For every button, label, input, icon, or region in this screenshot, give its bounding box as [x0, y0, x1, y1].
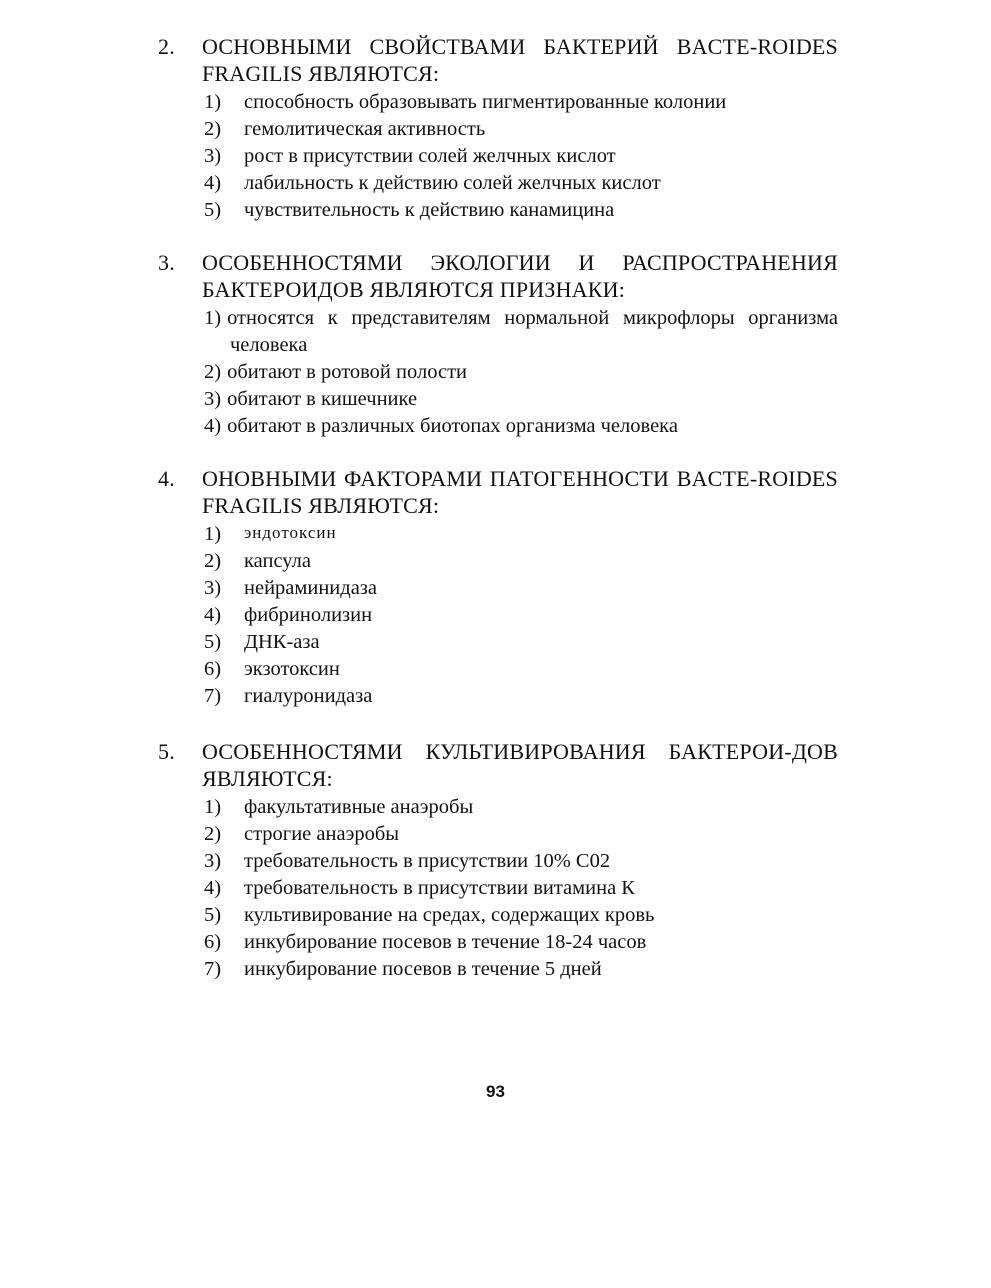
answer-text: инкубирование посевов в течение 18-24 часов — [244, 931, 647, 953]
answer-option — [158, 548, 838, 575]
answer-number: 7) — [204, 685, 222, 707]
answer-number: 2) — [204, 118, 222, 140]
answer-text: строгие анаэробы — [244, 823, 400, 845]
answer-text: рост в присутствии солей желчных кислот — [244, 145, 616, 167]
question-number: 2. — [158, 34, 175, 59]
answer-option — [158, 359, 838, 386]
answer-number: 1) — [204, 796, 222, 818]
question-4 — [158, 465, 838, 710]
answer-option — [158, 89, 838, 116]
answer-option — [158, 116, 838, 143]
answer-option — [158, 929, 838, 956]
answer-option — [158, 197, 838, 224]
question-number: 3. — [158, 250, 175, 275]
question-text: ОСНОВНЫМИ СВОЙСТВАМИ БАКТЕРИЙ BACTE-ROIDES FRAGILIS ЯВЛЯЮТСЯ: — [202, 34, 838, 86]
answer-text: лабильность к действию солей желчных кислот — [244, 172, 661, 194]
answer-option — [158, 902, 838, 929]
answer-number: 4) — [204, 415, 222, 437]
answer-list — [158, 521, 838, 710]
question-header — [158, 249, 838, 303]
answer-number: 3) — [204, 577, 222, 599]
answer-number: 7) — [204, 958, 222, 980]
answer-option — [158, 956, 838, 983]
question-text: ОСОБЕННОСТЯМИ КУЛЬТИВИРОВАНИЯ БАКТЕРОИ-ДОВ ЯВЛЯЮТСЯ: — [202, 739, 838, 791]
answer-text: факультативные анаэробы — [244, 796, 474, 818]
answer-list — [158, 89, 838, 224]
answer-text: капсула — [244, 550, 311, 572]
answer-option — [158, 575, 838, 602]
answer-text: гемолитическая активность — [244, 118, 486, 140]
answer-text: требовательность в присутствии 10% С02 — [244, 850, 611, 872]
question-3 — [158, 249, 838, 440]
answer-list — [158, 305, 838, 440]
question-5 — [158, 738, 838, 983]
answer-option — [158, 683, 838, 710]
answer-option — [158, 848, 838, 875]
question-header — [158, 33, 838, 87]
answer-text: обитают в кишечнике — [227, 388, 418, 410]
answer-text: чувствительность к действию канамицина — [244, 199, 615, 221]
answer-number: 4) — [204, 604, 222, 626]
question-text: ОНОВНЫМИ ФАКТОРАМИ ПАТОГЕННОСТИ BACTE-ROIDES FRAGILIS ЯВЛЯЮТСЯ: — [202, 466, 838, 518]
answer-text: относятся к представителям нормальной микрофлоры организма человека — [227, 307, 838, 356]
answer-text: гиалуронидаза — [244, 685, 373, 707]
question-header — [158, 465, 838, 519]
answer-text: экзотоксин — [244, 658, 340, 680]
answer-option — [158, 386, 838, 413]
answer-option — [158, 143, 838, 170]
answer-number: 3) — [204, 850, 222, 872]
question-2 — [158, 33, 838, 224]
answer-text: ДНК-аза — [244, 631, 320, 653]
answer-option — [158, 875, 838, 902]
question-number: 5. — [158, 739, 175, 764]
answer-option — [158, 413, 838, 440]
answer-number: 5) — [204, 631, 222, 653]
answer-option — [158, 794, 838, 821]
answer-text: обитают в ротовой полости — [227, 361, 467, 383]
answer-option — [158, 170, 838, 197]
answer-option — [158, 305, 838, 359]
answer-number: 2) — [204, 361, 222, 383]
answer-text: фибринолизин — [244, 604, 373, 626]
answer-text: требовательность в присутствии витамина К — [244, 877, 635, 899]
answer-text: инкубирование посевов в течение 5 дней — [244, 958, 602, 980]
answer-option — [158, 521, 838, 548]
answer-number: 6) — [204, 931, 222, 953]
answer-text: культивирование на средах, содержащих кровь — [244, 904, 655, 926]
answer-number: 2) — [204, 550, 222, 572]
answer-number: 5) — [204, 904, 222, 926]
answer-option — [158, 656, 838, 683]
answer-number: 1) — [204, 307, 222, 329]
answer-number: 4) — [204, 172, 222, 194]
answer-option — [158, 821, 838, 848]
page-number: 93 — [486, 1082, 505, 1101]
answer-number: 1) — [204, 523, 222, 545]
answer-text: нейраминидаза — [244, 577, 377, 599]
answer-text: способность образовывать пигментированные колонии — [244, 91, 727, 113]
answer-text: эндотоксин — [244, 523, 337, 542]
answer-number: 3) — [204, 388, 222, 410]
question-number: 4. — [158, 466, 175, 491]
question-header — [158, 738, 838, 792]
answer-number: 6) — [204, 658, 222, 680]
answer-number: 5) — [204, 199, 222, 221]
question-text: ОСОБЕННОСТЯМИ ЭКОЛОГИИ И РАСПРОСТРАНЕНИЯ БАКТЕРОИДОВ ЯВЛЯЮТСЯ ПРИЗНАКИ: — [202, 250, 838, 302]
answer-number: 3) — [204, 145, 222, 167]
answer-option — [158, 629, 838, 656]
answer-number: 1) — [204, 91, 222, 113]
answer-list — [158, 794, 838, 983]
answer-number: 4) — [204, 877, 222, 899]
answer-option — [158, 602, 838, 629]
answer-text: обитают в различных биотопах организма человека — [227, 415, 678, 437]
answer-number: 2) — [204, 823, 222, 845]
